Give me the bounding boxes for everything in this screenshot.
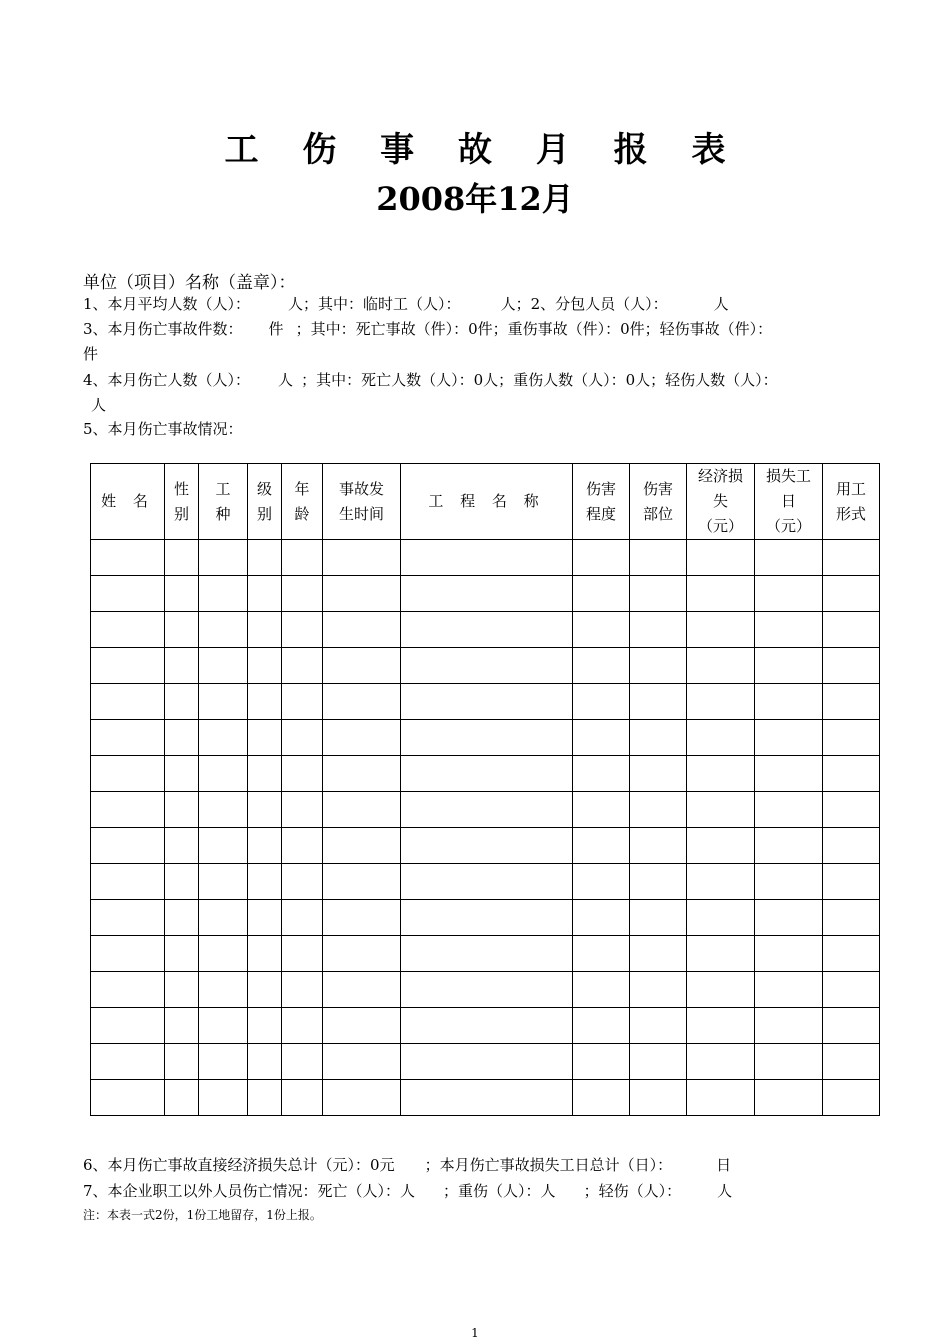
table-cell[interactable]	[401, 648, 573, 684]
table-cell[interactable]	[823, 864, 880, 900]
table-cell[interactable]	[165, 612, 199, 648]
footnote: 注：本表一式2份，1份工地留存，1份上报。	[83, 1208, 322, 1222]
lost-workdays-label: ；本月伤亡事故损失工日总计（日）：	[424, 1156, 673, 1174]
table-cell[interactable]	[823, 828, 880, 864]
table-cell[interactable]	[282, 576, 323, 612]
table-cell[interactable]	[248, 648, 282, 684]
table-cell[interactable]	[282, 972, 323, 1008]
page-number: 1	[471, 1326, 479, 1340]
accident-count-line-cont: 件	[83, 345, 99, 363]
table-cell[interactable]	[573, 540, 630, 576]
table-cell[interactable]	[687, 1008, 755, 1044]
table-cell[interactable]	[755, 936, 823, 972]
table-cell[interactable]	[165, 720, 199, 756]
table-cell[interactable]	[573, 612, 630, 648]
table-cell[interactable]	[91, 576, 165, 612]
table-cell[interactable]	[248, 684, 282, 720]
table-cell[interactable]	[248, 612, 282, 648]
table-cell[interactable]	[630, 1044, 687, 1080]
table-cell[interactable]	[248, 576, 282, 612]
table-row	[91, 792, 880, 828]
table-cell[interactable]	[687, 936, 755, 972]
table-cell[interactable]	[165, 540, 199, 576]
table-cell[interactable]	[823, 1080, 880, 1116]
table-cell[interactable]	[401, 828, 573, 864]
column-header: 经济损 失 （元）	[687, 464, 755, 540]
table-cell[interactable]	[401, 1044, 573, 1080]
table-row	[91, 540, 880, 576]
table-row	[91, 576, 880, 612]
table-cell[interactable]	[630, 936, 687, 972]
casualty-breakdown: ；其中：死亡人数（人）：0人；重伤人数（人）：0人；轻伤人数（人）：	[301, 371, 778, 389]
unit-name-label: 单位（项目）名称（盖章）：	[83, 273, 296, 293]
table-cell[interactable]	[91, 1044, 165, 1080]
table-cell[interactable]	[248, 864, 282, 900]
table-cell[interactable]	[687, 1044, 755, 1080]
table-row	[91, 828, 880, 864]
temp-worker-label: 人；其中：临时工（人）：	[288, 295, 461, 313]
table-cell[interactable]	[401, 720, 573, 756]
report-period: 2008年12月	[376, 180, 574, 218]
column-header: 姓 名	[91, 464, 165, 540]
table-cell[interactable]	[248, 720, 282, 756]
table-cell[interactable]	[573, 936, 630, 972]
accident-count-line	[83, 318, 772, 339]
column-header: 伤害 程度	[573, 464, 630, 540]
column-header: 年 龄	[282, 464, 323, 540]
table-cell[interactable]	[401, 576, 573, 612]
table-cell[interactable]	[199, 828, 248, 864]
table-cell[interactable]	[165, 576, 199, 612]
table-cell[interactable]	[248, 756, 282, 792]
table-cell[interactable]	[91, 720, 165, 756]
external-serious-label: ；重伤（人）：人	[443, 1182, 556, 1200]
headcount-line	[83, 293, 729, 314]
table-cell[interactable]	[248, 1080, 282, 1116]
accident-details-label: 5、本月伤亡事故情况：	[83, 420, 243, 438]
table-cell[interactable]	[755, 612, 823, 648]
table-cell[interactable]	[401, 864, 573, 900]
table-cell[interactable]	[248, 540, 282, 576]
table-cell[interactable]	[755, 972, 823, 1008]
table-cell[interactable]	[630, 1008, 687, 1044]
casualty-count-unit: 人	[278, 371, 294, 389]
table-row	[91, 864, 880, 900]
table-cell[interactable]	[323, 648, 401, 684]
table-cell[interactable]	[573, 1044, 630, 1080]
table-cell[interactable]	[823, 648, 880, 684]
table-cell[interactable]	[323, 1044, 401, 1080]
table-cell[interactable]	[248, 900, 282, 936]
table-cell[interactable]	[323, 612, 401, 648]
external-death-label: 7、本企业职工以外人员伤亡情况：死亡（人）：人	[83, 1182, 416, 1200]
table-row	[91, 936, 880, 972]
table-cell[interactable]	[687, 540, 755, 576]
table-cell[interactable]	[165, 1080, 199, 1116]
table-cell[interactable]	[91, 936, 165, 972]
accident-count-label: 3、本月伤亡事故件数：	[83, 320, 243, 338]
table-cell[interactable]	[755, 1044, 823, 1080]
table-cell[interactable]	[165, 1008, 199, 1044]
table-cell[interactable]	[282, 756, 323, 792]
table-cell[interactable]	[687, 828, 755, 864]
casualty-count-line	[83, 369, 778, 390]
table-cell[interactable]	[401, 756, 573, 792]
table-cell[interactable]	[91, 1008, 165, 1044]
table-cell[interactable]	[755, 720, 823, 756]
table-cell[interactable]	[687, 900, 755, 936]
table-cell[interactable]	[282, 936, 323, 972]
table-cell[interactable]	[282, 900, 323, 936]
table-cell[interactable]	[91, 540, 165, 576]
table-cell[interactable]	[199, 1044, 248, 1080]
table-cell[interactable]	[199, 648, 248, 684]
table-cell[interactable]	[323, 792, 401, 828]
column-header: 伤害 部位	[630, 464, 687, 540]
column-header: 用工 形式	[823, 464, 880, 540]
table-cell[interactable]	[823, 720, 880, 756]
table-cell[interactable]	[823, 936, 880, 972]
table-cell[interactable]	[248, 936, 282, 972]
table-cell[interactable]	[91, 684, 165, 720]
casualty-count-line-cont: 人	[91, 396, 107, 414]
table-cell[interactable]	[630, 720, 687, 756]
table-cell[interactable]	[687, 792, 755, 828]
table-cell[interactable]	[687, 1080, 755, 1116]
table-cell[interactable]	[91, 756, 165, 792]
table-cell[interactable]	[199, 612, 248, 648]
table-cell[interactable]	[630, 972, 687, 1008]
table-cell[interactable]	[823, 900, 880, 936]
table-cell[interactable]	[323, 684, 401, 720]
table-cell[interactable]	[282, 1080, 323, 1116]
avg-headcount-label: 1、本月平均人数（人）：	[83, 295, 251, 313]
table-row	[91, 684, 880, 720]
table-cell[interactable]	[755, 648, 823, 684]
table-cell[interactable]	[323, 828, 401, 864]
table-row	[91, 1044, 880, 1080]
table-cell[interactable]	[91, 900, 165, 936]
table-cell[interactable]	[248, 972, 282, 1008]
table-cell[interactable]	[823, 756, 880, 792]
table-cell[interactable]	[573, 864, 630, 900]
table-cell[interactable]	[282, 1008, 323, 1044]
report-title: 工 伤 事 故 月 报 表	[224, 130, 742, 170]
table-cell[interactable]	[630, 612, 687, 648]
table-cell[interactable]	[323, 540, 401, 576]
table-cell[interactable]	[401, 900, 573, 936]
table-cell[interactable]	[199, 684, 248, 720]
table-cell[interactable]	[248, 1044, 282, 1080]
external-minor-label: ；轻伤（人）：	[583, 1182, 682, 1200]
table-cell[interactable]	[282, 792, 323, 828]
table-cell[interactable]	[323, 720, 401, 756]
table-cell[interactable]	[630, 648, 687, 684]
table-cell[interactable]	[630, 756, 687, 792]
table-cell[interactable]	[282, 540, 323, 576]
table-cell[interactable]	[823, 576, 880, 612]
table-cell[interactable]	[91, 792, 165, 828]
table-cell[interactable]	[323, 936, 401, 972]
table-cell[interactable]	[573, 756, 630, 792]
table-cell[interactable]	[165, 648, 199, 684]
table-cell[interactable]	[573, 576, 630, 612]
table-cell[interactable]	[165, 756, 199, 792]
table-cell[interactable]	[687, 612, 755, 648]
table-cell[interactable]	[199, 576, 248, 612]
table-cell[interactable]	[687, 684, 755, 720]
subcontract-label: 人；2、分包人员（人）：	[500, 295, 668, 313]
table-cell[interactable]	[573, 684, 630, 720]
table-cell[interactable]	[573, 900, 630, 936]
column-header: 工 程 名 称	[401, 464, 573, 540]
table-cell[interactable]	[755, 900, 823, 936]
table-cell[interactable]	[199, 1008, 248, 1044]
table-cell[interactable]	[823, 612, 880, 648]
table-row	[91, 972, 880, 1008]
accident-breakdown: ；其中：死亡事故（件）：0件；重伤事故（件）：0件；轻伤事故（件）：	[295, 320, 773, 338]
direct-loss-label: 6、本月伤亡事故直接经济损失总计（元）：0元	[83, 1156, 395, 1174]
table-cell[interactable]	[282, 828, 323, 864]
table-cell[interactable]	[573, 972, 630, 1008]
table-cell[interactable]	[282, 684, 323, 720]
table-cell[interactable]	[91, 864, 165, 900]
table-body	[91, 540, 880, 1116]
table-cell[interactable]	[687, 972, 755, 1008]
table-cell[interactable]	[199, 900, 248, 936]
table-cell[interactable]	[755, 828, 823, 864]
table-cell[interactable]	[165, 972, 199, 1008]
table-cell[interactable]	[323, 576, 401, 612]
table-cell[interactable]	[248, 1008, 282, 1044]
table-cell[interactable]	[687, 720, 755, 756]
table-cell[interactable]	[91, 828, 165, 864]
table-row	[91, 900, 880, 936]
table-row	[91, 756, 880, 792]
table-cell[interactable]	[630, 864, 687, 900]
table-cell[interactable]	[199, 792, 248, 828]
table-cell[interactable]	[165, 864, 199, 900]
table-cell[interactable]	[823, 684, 880, 720]
table-cell[interactable]	[573, 648, 630, 684]
column-header: 工 种	[199, 464, 248, 540]
table-cell[interactable]	[573, 720, 630, 756]
table-cell[interactable]	[687, 648, 755, 684]
table-cell[interactable]	[573, 1080, 630, 1116]
table-cell[interactable]	[91, 972, 165, 1008]
table-cell[interactable]	[755, 756, 823, 792]
table-cell[interactable]	[823, 1044, 880, 1080]
table-cell[interactable]	[823, 540, 880, 576]
table-cell[interactable]	[323, 972, 401, 1008]
table-cell[interactable]	[282, 864, 323, 900]
table-cell[interactable]	[199, 936, 248, 972]
table-cell[interactable]	[630, 900, 687, 936]
table-cell[interactable]	[573, 1008, 630, 1044]
column-header: 级 别	[248, 464, 282, 540]
table-cell[interactable]	[573, 828, 630, 864]
table-cell[interactable]	[630, 792, 687, 828]
table-cell[interactable]	[755, 576, 823, 612]
accident-table	[90, 463, 880, 1116]
table-cell[interactable]	[823, 792, 880, 828]
subcontract-unit: 人	[713, 295, 729, 313]
table-cell[interactable]	[401, 792, 573, 828]
table-cell[interactable]	[573, 792, 630, 828]
table-cell[interactable]	[755, 1080, 823, 1116]
column-header: 损失工 日 （元）	[755, 464, 823, 540]
table-cell[interactable]	[630, 576, 687, 612]
casualty-count-label: 4、本月伤亡人数（人）：	[83, 371, 251, 389]
table-cell[interactable]	[199, 720, 248, 756]
table-row	[91, 648, 880, 684]
table-cell[interactable]	[401, 936, 573, 972]
table-cell[interactable]	[282, 612, 323, 648]
table-cell[interactable]	[755, 1008, 823, 1044]
table-row	[91, 720, 880, 756]
table-cell[interactable]	[282, 1044, 323, 1080]
table-row	[91, 1008, 880, 1044]
column-header: 事故发 生时间	[323, 464, 401, 540]
table-cell[interactable]	[199, 756, 248, 792]
table-cell[interactable]	[630, 1080, 687, 1116]
lost-workdays-unit: 日	[716, 1156, 732, 1174]
table-cell[interactable]	[165, 900, 199, 936]
table-cell[interactable]	[91, 648, 165, 684]
table-cell[interactable]	[91, 1080, 165, 1116]
table-header-row	[91, 464, 880, 540]
table-cell[interactable]	[165, 684, 199, 720]
table-cell[interactable]	[755, 684, 823, 720]
column-header: 性 别	[165, 464, 199, 540]
accident-count-unit: 件	[268, 320, 284, 338]
table-cell[interactable]	[755, 864, 823, 900]
table-cell[interactable]	[165, 936, 199, 972]
table-cell[interactable]	[323, 1008, 401, 1044]
table-cell[interactable]	[687, 864, 755, 900]
table-cell[interactable]	[687, 756, 755, 792]
table-cell[interactable]	[401, 1008, 573, 1044]
table-cell[interactable]	[823, 1008, 880, 1044]
table-cell[interactable]	[323, 900, 401, 936]
table-cell[interactable]	[401, 972, 573, 1008]
external-casualty-line	[83, 1180, 732, 1201]
table-cell[interactable]	[823, 972, 880, 1008]
table-cell[interactable]	[199, 1080, 248, 1116]
table-cell[interactable]	[248, 792, 282, 828]
table-cell[interactable]	[401, 612, 573, 648]
table-cell[interactable]	[91, 612, 165, 648]
table-cell[interactable]	[165, 792, 199, 828]
table-cell[interactable]	[165, 828, 199, 864]
table-cell[interactable]	[630, 828, 687, 864]
table-cell[interactable]	[630, 540, 687, 576]
table-row	[91, 1080, 880, 1116]
table-cell[interactable]	[199, 864, 248, 900]
table-cell[interactable]	[282, 720, 323, 756]
table-cell[interactable]	[323, 756, 401, 792]
table-cell[interactable]	[248, 828, 282, 864]
table-cell[interactable]	[165, 1044, 199, 1080]
external-minor-unit: 人	[717, 1182, 733, 1200]
table-cell[interactable]	[199, 972, 248, 1008]
table-cell[interactable]	[199, 540, 248, 576]
table-cell[interactable]	[401, 684, 573, 720]
table-cell[interactable]	[401, 1080, 573, 1116]
table-row	[91, 612, 880, 648]
table-cell[interactable]	[687, 576, 755, 612]
table-cell[interactable]	[282, 648, 323, 684]
loss-summary-line	[83, 1154, 731, 1175]
table-cell[interactable]	[401, 540, 573, 576]
table-cell[interactable]	[323, 864, 401, 900]
table-cell[interactable]	[630, 684, 687, 720]
table-cell[interactable]	[323, 1080, 401, 1116]
table-cell[interactable]	[755, 792, 823, 828]
table-cell[interactable]	[755, 540, 823, 576]
